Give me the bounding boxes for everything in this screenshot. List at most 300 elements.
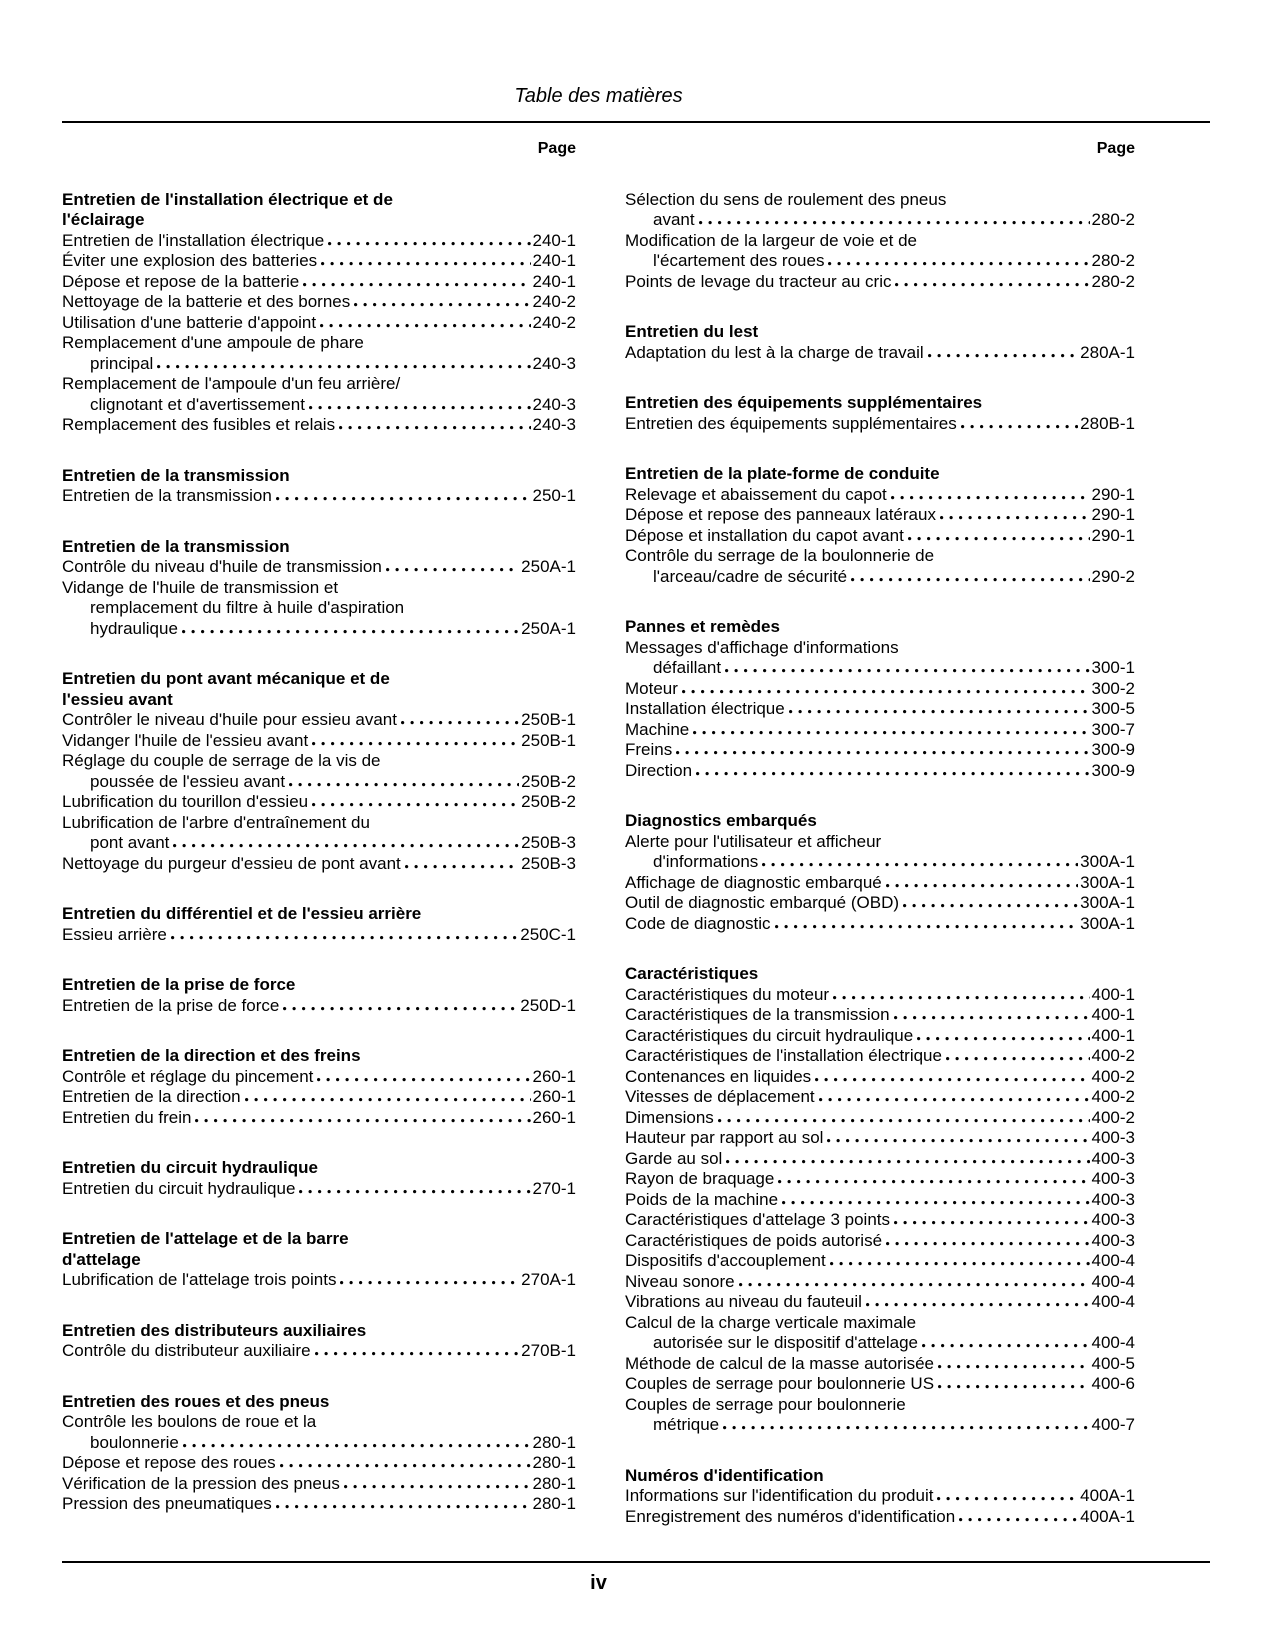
entry-leader-line <box>62 272 576 293</box>
page-title: Table des matières <box>514 85 683 107</box>
entry-leader-line <box>62 996 576 1017</box>
entry-leader-line <box>62 292 576 313</box>
toc-section <box>62 1158 576 1199</box>
entry-leader-line <box>625 1210 1135 1231</box>
entry-page-number: 280A-1 <box>1080 342 1135 362</box>
entry-leader-line <box>625 1486 1135 1507</box>
toc-entry <box>62 313 576 334</box>
toc-entry <box>625 343 1135 364</box>
toc-entry <box>625 1507 1135 1528</box>
entry-leader-line <box>62 1433 576 1454</box>
entry-leader-line <box>625 1087 1135 1108</box>
section-title: Entretien de l'attelage et de la barre <box>62 1229 349 1248</box>
entry-text: poussée de l'essieu avant <box>90 771 286 791</box>
toc-entry <box>62 925 576 946</box>
entry-leader-line <box>62 619 576 640</box>
entry-text: Caractéristiques de poids autorisé <box>625 1230 883 1250</box>
entry-page-number: 400-5 <box>1091 1353 1135 1373</box>
entry-page-number: 300-1 <box>1091 658 1135 677</box>
toc-entry <box>625 679 1135 700</box>
entry-leader-line <box>625 1272 1135 1293</box>
entry-leader-line <box>625 1374 1135 1395</box>
entry-text-line: Contrôle du serrage de la boulonnerie de <box>625 546 935 565</box>
entry-text: boulonnerie <box>90 1432 179 1452</box>
dot-leader <box>959 1507 1078 1522</box>
toc-entry <box>62 854 576 875</box>
entry-text: Nettoyage du purgeur d'essieu de pont avant <box>62 853 401 873</box>
toc-entry <box>625 1231 1135 1252</box>
toc-section <box>62 1392 576 1515</box>
section-title: Numéros d'identification <box>625 1465 824 1485</box>
toc-entry <box>62 557 576 578</box>
entry-page-number: 400-2 <box>1091 1066 1135 1086</box>
toc-entry <box>62 710 576 731</box>
entry-leader-line <box>62 1341 576 1362</box>
entry-page-number: 250B-3 <box>521 833 576 852</box>
toc-entry <box>625 414 1135 435</box>
dot-leader <box>723 1415 1089 1430</box>
toc-column-2 <box>625 139 1135 1527</box>
toc-entry <box>625 1395 1135 1436</box>
entry-text: Couples de serrage pour boulonnerie US <box>625 1374 935 1393</box>
toc-entry <box>62 272 576 293</box>
toc-column-1 <box>62 139 576 1527</box>
entry-text: Installation électrique <box>625 699 785 718</box>
section-title: Entretien du lest <box>625 322 759 341</box>
toc-entry <box>625 272 1135 293</box>
entry-page-number: 250B-1 <box>521 730 576 750</box>
entry-text-line: Modification de la largeur de voie et de <box>625 230 918 250</box>
entry-page-number: 250B-1 <box>521 710 576 729</box>
dot-leader <box>937 1486 1078 1501</box>
entry-leader-line <box>62 1270 576 1291</box>
toc-entry <box>62 486 576 507</box>
toc-entry <box>625 526 1135 547</box>
entry-page-number: 400-6 <box>1091 1374 1135 1393</box>
entry-leader-line <box>62 772 576 793</box>
entry-page-number: 280-1 <box>532 1453 576 1472</box>
toc-entry <box>625 485 1135 506</box>
entry-text: Méthode de calcul de la masse autorisée <box>625 1353 935 1373</box>
entry-text: Entretien de l'installation électrique <box>62 230 325 250</box>
entry-page-number: 280-2 <box>1091 210 1135 229</box>
entry-text-line: Messages d'affichage d'informations <box>625 637 899 657</box>
toc-entry <box>625 1313 1135 1354</box>
dot-leader <box>699 210 1090 225</box>
section-title: Entretien de la plate-forme de conduite <box>625 464 940 483</box>
entry-page-number: 400-4 <box>1091 1292 1135 1311</box>
dot-leader <box>725 658 1089 673</box>
entry-page-number: 260-1 <box>532 1087 576 1106</box>
entry-page-number: 270-1 <box>532 1178 576 1198</box>
entry-leader-line <box>62 1494 576 1515</box>
entry-text: Remplacement des fusibles et relais <box>62 415 336 434</box>
toc-entry <box>62 731 576 752</box>
toc-section <box>625 964 1135 1436</box>
section-title: Entretien des équipements supplémentaires <box>625 393 983 412</box>
dot-leader <box>312 792 519 807</box>
toc-entry <box>62 292 576 313</box>
entry-page-number: 240-1 <box>532 251 576 270</box>
entry-page-number: 260-1 <box>532 1107 576 1127</box>
entry-page-number: 240-1 <box>532 230 576 250</box>
toc-entry <box>62 751 576 792</box>
page-column-label: Page <box>1096 140 1135 157</box>
entry-leader-line <box>62 833 576 854</box>
entry-page-number: 300-9 <box>1091 760 1135 780</box>
entry-leader-line <box>625 679 1135 700</box>
dot-leader <box>321 251 530 266</box>
entry-text-line: Réglage du couple de serrage de la vis de <box>62 751 381 770</box>
entry-leader-line <box>625 1251 1135 1272</box>
entry-text: pont avant <box>90 833 170 852</box>
entry-page-number: 270A-1 <box>521 1270 576 1289</box>
entry-leader-line <box>625 852 1135 873</box>
toc-entry <box>625 893 1135 914</box>
entry-text: l'arceau/cadre de sécurité <box>653 566 848 586</box>
dot-leader <box>157 354 530 369</box>
section-title: Pannes et remèdes <box>625 617 780 636</box>
toc-entry <box>62 1494 576 1515</box>
entry-page-number: 300A-1 <box>1080 852 1135 871</box>
dot-leader <box>894 1005 1090 1020</box>
toc-entry <box>62 1341 576 1362</box>
dot-leader <box>276 486 531 501</box>
dot-leader <box>183 1433 531 1448</box>
entry-page-number: 400-2 <box>1091 1046 1135 1065</box>
entry-leader-line <box>625 526 1135 547</box>
dot-leader <box>315 1341 520 1356</box>
section-title: l'éclairage <box>62 210 145 229</box>
toc-entry <box>62 374 576 415</box>
toc-entry <box>62 1474 576 1495</box>
entry-leader-line <box>62 925 576 946</box>
dot-leader <box>405 854 519 869</box>
toc-entry <box>625 832 1135 873</box>
section-title: Entretien de la direction et des freins <box>62 1046 361 1065</box>
header-rule <box>62 121 1210 123</box>
dot-leader <box>682 679 1090 694</box>
entry-page-number: 280-2 <box>1091 251 1135 270</box>
entry-page-number: 250C-1 <box>520 924 576 944</box>
entry-page-number: 300-9 <box>1091 740 1135 759</box>
toc-entry <box>625 1128 1135 1149</box>
toc-entry <box>625 1210 1135 1231</box>
entry-leader-line <box>62 792 576 813</box>
entry-leader-line <box>62 1453 576 1474</box>
toc-section <box>62 466 576 507</box>
entry-page-number: 400-3 <box>1091 1210 1135 1229</box>
entry-text: Entretien des équipements supplémentaires <box>625 413 957 433</box>
toc-entry <box>625 740 1135 761</box>
entry-text: Hauteur par rapport au sol <box>625 1128 824 1147</box>
dot-leader <box>938 1374 1089 1389</box>
toc-section <box>625 393 1135 434</box>
entry-leader-line <box>625 985 1135 1006</box>
entry-leader-line <box>62 1087 576 1108</box>
entry-page-number: 260-1 <box>532 1066 576 1086</box>
toc-section <box>625 811 1135 934</box>
entry-leader-line <box>625 1046 1135 1067</box>
entry-text: Moteur <box>625 678 678 698</box>
dot-leader <box>718 1108 1090 1123</box>
entry-page-number: 300-7 <box>1091 719 1135 739</box>
toc-entry <box>625 1067 1135 1088</box>
entry-leader-line <box>625 1128 1135 1149</box>
entry-text: Lubrification du tourillon d'essieu <box>62 792 309 811</box>
toc-columns <box>62 139 1135 1527</box>
dot-leader <box>401 710 519 725</box>
dot-leader <box>173 833 519 848</box>
entry-text: Vidanger l'huile de l'essieu avant <box>62 730 309 750</box>
entry-leader-line <box>625 761 1135 782</box>
entry-text: Vitesses de déplacement <box>625 1087 815 1106</box>
entry-page-number: 240-3 <box>532 394 576 414</box>
entry-leader-line <box>625 343 1135 364</box>
toc-section <box>62 1229 576 1291</box>
entry-page-number: 300A-1 <box>1080 872 1135 892</box>
entry-page-number: 250B-2 <box>521 792 576 811</box>
toc-section <box>625 464 1135 587</box>
toc-section <box>62 1321 576 1362</box>
dot-leader <box>917 1026 1089 1041</box>
section-title: Entretien de la transmission <box>62 465 290 485</box>
entry-page-number: 290-1 <box>1091 484 1135 504</box>
dot-leader <box>312 731 519 746</box>
toc-entry <box>625 720 1135 741</box>
dot-leader <box>283 996 518 1011</box>
toc-entry <box>625 1486 1135 1507</box>
section-title: Entretien du pont avant mécanique et de <box>62 669 390 688</box>
toc-entry <box>625 1046 1135 1067</box>
entry-page-number: 290-1 <box>1091 525 1135 545</box>
entry-text: Niveau sonore <box>625 1271 735 1291</box>
entry-text: Garde au sol <box>625 1148 723 1168</box>
entry-leader-line <box>62 710 576 731</box>
entry-leader-line <box>625 1108 1135 1129</box>
entry-text: Adaptation du lest à la charge de travail <box>625 342 924 362</box>
entry-text: Utilisation d'une batterie d'appoint <box>62 312 317 332</box>
entry-page-number: 400-1 <box>1091 984 1135 1004</box>
entry-page-number: 240-3 <box>532 415 576 434</box>
entry-text: Caractéristiques du circuit hydraulique <box>625 1025 914 1045</box>
entry-text: Caractéristiques de la transmission <box>625 1005 890 1024</box>
entry-leader-line <box>625 914 1135 935</box>
dot-leader <box>828 251 1089 266</box>
toc-entry <box>62 1270 576 1291</box>
entry-leader-line <box>625 210 1135 231</box>
dot-leader <box>693 720 1089 735</box>
section-title: Entretien du circuit hydraulique <box>62 1158 318 1177</box>
toc-section <box>625 322 1135 363</box>
entry-page-number: 400-3 <box>1091 1230 1135 1250</box>
entry-text: Contrôle du distributeur auxiliaire <box>62 1341 311 1360</box>
dot-leader <box>778 1169 1089 1184</box>
entry-page-number: 280B-1 <box>1080 413 1135 433</box>
entry-page-number: 400-4 <box>1091 1271 1135 1291</box>
entry-text: Dépose et repose de la batterie <box>62 271 300 291</box>
entry-text: Entretien de la direction <box>62 1087 241 1106</box>
entry-text-line: Couples de serrage pour boulonnerie <box>625 1394 906 1414</box>
entry-page-number: 250B-3 <box>521 853 576 873</box>
entry-text: Outil de diagnostic embarqué (OBD) <box>625 893 900 912</box>
toc-entry <box>62 231 576 252</box>
toc-entry <box>62 415 576 436</box>
entry-page-number: 400-3 <box>1091 1189 1135 1209</box>
entry-leader-line <box>625 1067 1135 1088</box>
entry-text: Dépose et repose des roues <box>62 1453 276 1472</box>
dot-leader <box>320 313 530 328</box>
entry-text: Machine <box>625 719 690 739</box>
entry-text: Rayon de braquage <box>625 1169 775 1188</box>
toc-entry <box>62 792 576 813</box>
entry-page-number: 290-1 <box>1091 505 1135 524</box>
entry-leader-line <box>625 658 1135 679</box>
entry-page-number: 400A-1 <box>1080 1506 1135 1526</box>
entry-leader-line <box>625 1026 1135 1047</box>
toc-entry <box>625 914 1135 935</box>
section-title: Entretien des distributeurs auxiliaires <box>62 1320 367 1340</box>
section-title: d'attelage <box>62 1249 141 1269</box>
entry-page-number: 400-1 <box>1091 1025 1135 1045</box>
toc-entry <box>625 1087 1135 1108</box>
entry-page-number: 300-5 <box>1091 699 1135 718</box>
entry-text: Éviter une explosion des batteries <box>62 251 318 270</box>
dot-leader <box>309 395 531 410</box>
toc-entry <box>625 873 1135 894</box>
toc-entry <box>625 1251 1135 1272</box>
entry-text-line: Lubrification de l'arbre d'entraînement du <box>62 812 370 832</box>
entry-page-number: 400-3 <box>1091 1148 1135 1168</box>
toc-entry <box>625 190 1135 231</box>
entry-text: clignotant et d'avertissement <box>90 394 305 414</box>
entry-leader-line <box>625 740 1135 761</box>
dot-leader <box>171 925 518 940</box>
dot-leader <box>789 699 1090 714</box>
entry-text: Entretien du circuit hydraulique <box>62 1178 296 1198</box>
toc-entry <box>625 1354 1135 1375</box>
entry-page-number: 280-1 <box>532 1473 576 1493</box>
dot-leader <box>961 414 1078 429</box>
dot-leader <box>894 1210 1090 1225</box>
entry-leader-line <box>625 699 1135 720</box>
entry-leader-line <box>62 313 576 334</box>
toc-section <box>625 190 1135 293</box>
dot-leader <box>726 1149 1089 1164</box>
entry-page-number: 400-4 <box>1091 1251 1135 1270</box>
entry-text: Enregistrement des numéros d'identification <box>625 1506 956 1526</box>
entry-leader-line <box>62 1474 576 1495</box>
entry-page-number: 280-1 <box>532 1432 576 1452</box>
toc-section <box>62 190 576 436</box>
toc-entry <box>62 1412 576 1453</box>
entry-page-number: 250A-1 <box>521 557 576 576</box>
entry-page-number: 240-3 <box>532 353 576 373</box>
toc-entry <box>625 1026 1135 1047</box>
entry-leader-line <box>625 567 1135 588</box>
entry-text: avant <box>653 210 695 229</box>
entry-text: Informations sur l'identification du produit <box>625 1486 934 1505</box>
dot-leader <box>886 1231 1089 1246</box>
entry-page-number: 300A-1 <box>1080 913 1135 933</box>
entry-text: Contrôle et réglage du pincement <box>62 1066 314 1086</box>
dot-leader <box>280 1453 531 1468</box>
entry-text: Points de levage du tracteur au cric <box>625 271 892 291</box>
toc-entry <box>62 251 576 272</box>
entry-text: Code de diagnostic <box>625 913 771 933</box>
dot-leader <box>328 231 530 246</box>
entry-leader-line <box>62 854 576 875</box>
entry-leader-line <box>62 395 576 416</box>
entry-text: principal <box>90 353 154 373</box>
toc-entry <box>625 761 1135 782</box>
dot-leader <box>903 893 1078 908</box>
dot-leader <box>830 1251 1090 1266</box>
entry-leader-line <box>62 231 576 252</box>
entry-page-number: 400-1 <box>1091 1005 1135 1024</box>
entry-text: Relevage et abaissement du capot <box>625 484 887 504</box>
entry-text: d'informations <box>653 852 759 871</box>
footer-rule <box>62 1561 1210 1563</box>
entry-text-line: Vidange de l'huile de transmission et <box>62 577 339 597</box>
dot-leader <box>866 1292 1090 1307</box>
entry-text-line: Calcul de la charge verticale maximale <box>625 1312 917 1332</box>
section-title: Entretien de l'installation électrique et de <box>62 189 393 209</box>
entry-page-number: 250A-1 <box>521 618 576 638</box>
section-title: Entretien de la prise de force <box>62 975 296 994</box>
entry-leader-line <box>62 486 576 507</box>
toc-entry <box>625 1190 1135 1211</box>
entry-page-number: 250B-2 <box>521 771 576 791</box>
entry-text: Contenances en liquides <box>625 1066 812 1086</box>
entry-page-number: 280-1 <box>532 1494 576 1513</box>
toc-entry <box>625 1292 1135 1313</box>
toc-entry <box>625 1005 1135 1026</box>
toc-section <box>625 1466 1135 1528</box>
dot-leader <box>299 1179 530 1194</box>
entry-leader-line <box>625 505 1135 526</box>
dot-leader <box>340 1270 519 1285</box>
dot-leader <box>946 1046 1090 1061</box>
entry-text: hydraulique <box>90 618 178 638</box>
dot-leader <box>782 1190 1089 1205</box>
dot-leader <box>354 292 530 307</box>
dot-leader <box>339 415 530 430</box>
section-title: Entretien de la transmission <box>62 536 290 556</box>
entry-leader-line <box>625 1415 1135 1436</box>
entry-page-number: 400-2 <box>1091 1087 1135 1106</box>
toc-entry <box>625 1149 1135 1170</box>
entry-leader-line <box>625 720 1135 741</box>
entry-page-number: 240-2 <box>532 312 576 332</box>
dot-leader <box>940 505 1090 520</box>
dot-leader <box>303 272 530 287</box>
dot-leader <box>833 985 1089 1000</box>
entry-leader-line <box>625 1292 1135 1313</box>
toc-section <box>62 1046 576 1128</box>
entry-leader-line <box>625 873 1135 894</box>
entry-page-number: 300-2 <box>1091 678 1135 698</box>
entry-text: Caractéristiques d'attelage 3 points <box>625 1210 891 1229</box>
entry-leader-line <box>625 1190 1135 1211</box>
toc-entry <box>625 1374 1135 1395</box>
dot-leader <box>908 526 1090 541</box>
entry-text: Freins <box>625 740 673 759</box>
toc-entry <box>625 1272 1135 1293</box>
page-number: iv <box>590 1572 607 1594</box>
dot-leader <box>276 1494 531 1509</box>
entry-page-number: 240-2 <box>532 292 576 311</box>
